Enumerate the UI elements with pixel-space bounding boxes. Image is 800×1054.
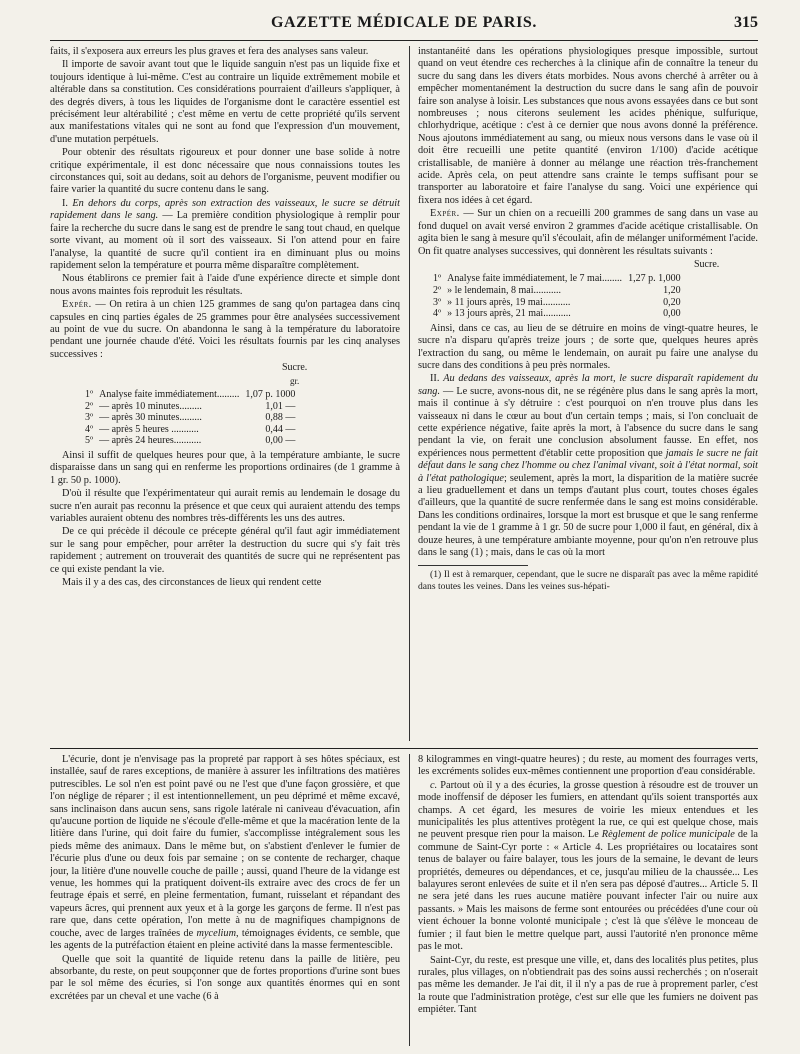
journal-title: GAZETTE MÉDICALE DE PARIS. — [270, 14, 537, 31]
paragraph-text: L'écurie, dont je n'envisage pas la propreté par rapport à ses hôtes spéciaux, est installée, sauf de rares exceptions, de manière à assurer les infiltrations des matières putrescibles. Le sol n'en est point pavé ou ne l'est que d'une façon grossière, et que l'on néglige de réparer ; il est intentionnellement, un peu déprimé et même excavé, sans inclinaison dans aucun sens, sans rigole latérale ni caniveau d'évacuation, afin qu'aucune portion de liquide ne s'écoule d'elle-même et que la macération lente de la litière dans l'urine, qui doit faire du fumier, s'accomplisse intégralement sous les pieds même des animaux. Dans le même but, on s'abstient d'enlever le fumier de l'écurie plus d'une ou deux fois par semaine ; on se contente de recharger, chaque jour, la litière d'une nouvelle couche de paille ; aussi, quand l'heure de la vidange est venue, les hommes qui la pratiquent doivent-ils extraire avec des crocs de fer un feutrage épais et serré, en pleine fermentation, fumant, ruisselant et répandant des vapeurs âcres, qui prennent aux yeux et à la gorge les garçons de ferme. Il n'est pas rare que, dans cette opération, l'on mette à nu de magnifiques champignons de couche, avec de larges traînées de — [50, 754, 400, 939]
row-index: 2º — [85, 400, 94, 412]
paragraph: Quelle que soit la quantité de liquide retenu dans la paille de litière, peu absorbante, du reste, on peut soupçonner que de fortes proportions d'urine sont bues par le sol même des écuries, si l'on songe aux quantités énormes qui en sont excrétées par un cheval et une vache (6 à — [50, 953, 400, 1002]
row-value: 1,01 — — [265, 400, 296, 412]
row-value: 0,88 — — [265, 412, 296, 424]
experiment-text: — On retira à un chien 125 grammes de sang qu'on partagea dans cinq capsules en cinq parties égales de 25 grammes pour être analysées successivement au point de vue du sucre. On abandonna le sang à la température du laboratoire pendant une journée chaude d'été. Voici les résultats fournis par les cinq analyses successives : — [50, 299, 400, 360]
upper-right-column — [418, 46, 758, 741]
paragraph — [418, 780, 758, 954]
lower-right-column — [418, 754, 758, 1046]
column-divider — [409, 754, 410, 1046]
emphasis-text: Règlement de police municipale — [601, 829, 735, 841]
row-value: 0,00 — — [265, 435, 296, 447]
column-divider — [409, 46, 410, 741]
row-desc: Analyse faite immédiatement......... — [99, 388, 240, 400]
table-row — [430, 308, 684, 320]
paragraph: Ainsi, dans ce cas, au lieu de se détruire en moins de vingt-quatre heures, le sucre n'a disparu qu'après treize jours ; de sorte que, quelques heures après l'extraction du sang, ou même le lendemain, on aurait pu faire une analyse du sucre dans des conditions à peu près normales. — [418, 322, 758, 371]
paragraph-text: Partout où il y a des écuries, la grosse question à résoudre est de trouver un mode inoffensif de déposer les fumiers, en attendant qu'ils soient transportés aux champs. A cet égard, les mesures de voirie les mieux entendues et les municipalités les plus attentives protègent la rue, ce qui est quelque chose, mais ne peuvent presque rien pour la maison. Le — [418, 779, 758, 841]
row-value: 1,27 p. 1,000 — [628, 273, 681, 285]
section-text: — Le sucre, avons-nous dit, ne se régénère plus dans le sang après la mort, mais il continue à s'y détruire : c'est pourquoi on n'en trouve plus dans les vaisseaux ni dans le cœur au bout d'un certain temps ; mais, si l'on concluait de cette expérience négative, faite après la mort, à l'absence du sucre dans le sang pendant la vie, on ferait une conclusion absolument fausse. En effet, nos expériences nous permettent d'établir cette proposition que — [418, 385, 758, 459]
row-desc: — après 5 heures ........... — [99, 423, 199, 435]
paragraph: instantanéité dans les opérations physiologiques presque impossible, surtout quand on veut étendre ces recherches à la clinique afin de connaître la teneur du sucre du sang dans les divers états morbides. Nous avons cherché à arrêter ou à empêcher momentanément la destruction du sucre dans le sang afin de pouvoir faire son analyse à loisir. Les substances que nous avons essayées dans ce but sont nombreuses ; nous citerons seulement les acides phénique, sulfurique, chlorhydrique, acétique : c'est à ce dernier que nous avons donné la préférence. Nous ajoutons immédiatement au sang, ou mieux nous versons dans le vase où il doit être recueilli une petite quantité (environ 1/100) d'acide acétique cristallisable, de manière à donner au mélange une réaction très-franchement acide. Après cela, on peut attendre sans crainte le temps suffisant pour se transporter au laboratoire et faire l'analyse du sang. Voici une expérience qui fixera nos idées à cet égard. — [418, 46, 758, 206]
section-paragraph — [50, 198, 400, 272]
footnote: (1) Il est à remarquer, cependant, que le sucre ne disparaît pas avec la même rapidité dans toutes les veines. Dans les veines sus-hépati- — [418, 569, 758, 592]
section-number: I. — [62, 197, 69, 209]
section-heading: Au dedans des vaisseaux, après la mort, le sucre disparaît rapidement du sang. — [418, 373, 758, 397]
row-value: 0,44 — — [265, 423, 296, 435]
row-value: 1,07 p. 1000 — [245, 388, 296, 400]
row-index: 5º — [85, 435, 94, 447]
section-heading: En dehors du corps, après son extraction des vaisseaux, le sucre se détruit rapidement dans le sang. — [50, 197, 400, 222]
section-text: ; seulement, après la mort, la disparition de la matière sucrée a lieu graduellement et dans un temps d'autant plus court, toutes choses égales d'ailleurs, que la quantité de sucre renfermée dans le sang est moins considérable. Dans les conditions ordinaires, lorsque la mort est brusque et que le sang renferme pendant la vie de 1 gramme à 1 gr. 50 de sucre pour 1,000 il faut, en général, dix à douze heures, à une température ambiante moyenne, pour qu'on n'en retrouve plus dans le sang (1) ; mais, dans le cas où la mort — [418, 472, 758, 558]
emphasis-text: mycelium — [196, 927, 236, 939]
row-desc: — après 10 minutes......... — [99, 400, 202, 412]
table-row — [82, 435, 298, 447]
footnote-rule — [418, 565, 528, 566]
upper-left-column — [50, 46, 400, 741]
paragraph-text: , témoignages évidents, ce semble, que les agents de la putréfaction étaient en pleine activité dans la masse fermentescible. — [50, 927, 400, 952]
row-index: 4º — [433, 308, 442, 320]
row-desc: — après 24 heures........... — [99, 435, 202, 447]
experiment-text: — Sur un chien on a recueilli 200 grammes de sang dans un vase au fond duquel on avait versé environ 2 grammes d'acide acétique cristallisable. On agita bien le sang à mesure qu'il s'écoulait, afin de mélanger uniformément l'acide. On fit quatre analyses successives, qui donnèrent les résultats suivants : — [418, 208, 758, 257]
experiment-paragraph — [418, 208, 758, 258]
page-number: 315 — [734, 14, 758, 31]
paragraph: faits, il s'exposera aux erreurs les plus graves et fera des analyses sans valeur. — [50, 46, 369, 57]
table-header: Sucre. — [694, 258, 720, 270]
row-desc: » 11 jours après, 19 mai........... — [447, 296, 571, 308]
paragraph: D'où il résulte que l'expérimentateur qui aurait remis au lendemain le dosage du sucre n'en aurait pas reconnu la présence et que ceux qui auraient attendu des temps variables auraient obtenu des nombres très-différents les uns des autres. — [50, 488, 400, 524]
header-rule — [50, 40, 758, 41]
row-desc: » 13 jours après, 21 mai........... — [447, 308, 571, 320]
row-index: 1º — [85, 388, 94, 400]
experiment-label: Expér. — [62, 299, 92, 311]
item-label: c. — [430, 779, 438, 791]
row-value: 0,20 — [663, 296, 681, 308]
row-index: 4º — [85, 423, 94, 435]
table-row — [430, 285, 684, 297]
row-index: 3º — [85, 412, 94, 424]
lower-left-column — [50, 754, 400, 1046]
paragraph: Il importe de savoir avant tout que le liquide sanguin n'est pas un liquide fixe et toujours identique à lui-même. C'est au contraire un liquide extrêmement mobile et altérable dans sa constitution. Ces considérations pourraient d'ailleurs s'appliquer, à des degrés divers, à tous les liquides de l'organisme dont le caractère essentiel est précisément leur altérabilité ; c'est même en vertu de cette propriété qu'ils servent aux manifestations vitales qui ne sont au fond que l'expression d'un mouvement, d'une mutation perpétuels. — [50, 59, 400, 145]
paragraph — [50, 754, 400, 953]
paragraph: De ce qui précède il découle ce précepte général qu'il faut agir immédiatement sur le sang pour empêcher, pour arrêter la destruction du sucre qui s'y fait très rapidement ; autrement on trouverait des quantités de sucre qui ne représentent pas ce qui existe pendant la vie. — [50, 526, 400, 575]
paragraph-text: de la commune de Saint-Cyr porte : « Article 4. Les propriétaires ou locataires sont tenus de balayer ou faire balayer, tous les jours de la semaine, le devant de leurs propriétés, demeures ou dépendances, et ce, jusqu'au milieu de la chaussée... Les balayures seront enlevées de suite et il n'en sera pas déposé d'autres... Article 5. Il ne sera jeté dans les rues aucune matière pouvant infecter l'air ou nuire aux passants. » Mais les maisons de ferme sont entourées ou précédées d'une cour où vient échouer la bonne volonté municipale ; c'est là que s'élève le monceau de fumier ; il faut bien le mettre quelque part, aussi l'autorité n'en prononce même pas le mot. — [418, 829, 758, 953]
row-value: 1,20 — [663, 284, 681, 296]
table-row — [82, 424, 298, 436]
results-table-2 — [430, 273, 684, 319]
paragraph: Pour obtenir des résultats rigoureux et pour donner une base solide à notre critique expérimentale, il est donc nécessaire que nous connaissions toutes les circonstances qui, soit au dedans, soit au dehors de l'organisme, peuvent modifier ou faire varier la quantité du sucre contenu dans le sang. — [50, 147, 400, 196]
running-head — [50, 14, 758, 36]
paragraph: Ainsi il suffit de quelques heures pour que, à la température ambiante, le sucre disparaisse dans un sang qui en renferme les proportions ordinaires (de 1 gramme à 1 gr. 50 p. 1000). — [50, 449, 400, 486]
table-row — [430, 297, 684, 309]
row-desc: — après 30 minutes......... — [99, 412, 202, 424]
table-row — [82, 412, 298, 424]
row-value: 0,00 — [663, 308, 681, 320]
paragraph: 8 kilogrammes en vingt-quatre heures) ; du reste, au moment des fourrages verts, les excréments solides eux-mêmes contiennent une proportion d'eau considérable. — [418, 754, 758, 778]
section-number: II. — [430, 373, 440, 385]
section-text: — La première condition physiologique à remplir pour faire la recherche du sucre dans le sang est de prendre le sang tout chaud, en quelque sorte vivant, au moment où il sort des vaisseaux. Si l'on attend pour en faire l'analyse, la quantité de sucre qu'il contient ira en diminuant plus ou moins rapidement selon la température et pourra même disparaître complètement. — [50, 210, 400, 271]
table-header: Sucre. — [282, 362, 308, 374]
table-row — [430, 273, 684, 285]
paragraph: Saint-Cyr, du reste, est presque une ville, et, dans des localités plus petites, plus rurales, plus villages, on n'obtiendrait pas des soins aussi recherchés ; on n'oserait pas même les demander. Je l'ai dit, il il n'y a pas de rue à proprement parler, c'est la route que l'administration protège, c'est sur elle que les fumiers ne doivent pas empiéter. Tant — [418, 954, 758, 1016]
table-unit: gr. — [290, 375, 300, 386]
row-index: 2º — [433, 284, 442, 296]
emphasis-text: jamais le sucre ne fait défaut dans le sang chez l'homme ou chez l'animal vivant, soit à l'état normal, soit à l'état pathologique — [418, 447, 758, 484]
row-desc: » le lendemain, 8 mai........... — [447, 284, 561, 296]
experiment-paragraph — [50, 299, 400, 361]
row-index: 1º — [433, 273, 442, 285]
section-rule — [50, 748, 758, 749]
paragraph: Nous établirons ce premier fait à l'aide d'une expérience directe et simple dont nous avons maintes fois reproduit les résultats. — [50, 273, 400, 297]
section-paragraph — [418, 373, 758, 559]
row-index: 3º — [433, 296, 442, 308]
experiment-label: Expér. — [430, 208, 460, 220]
paragraph: Mais il y a des cas, des circonstances de lieux qui rendent cette — [62, 577, 322, 588]
row-desc: Analyse faite immédiatement, le 7 mai........ — [447, 273, 623, 285]
results-table-1 — [82, 389, 298, 447]
table-row — [82, 389, 298, 401]
table-row — [82, 401, 298, 413]
